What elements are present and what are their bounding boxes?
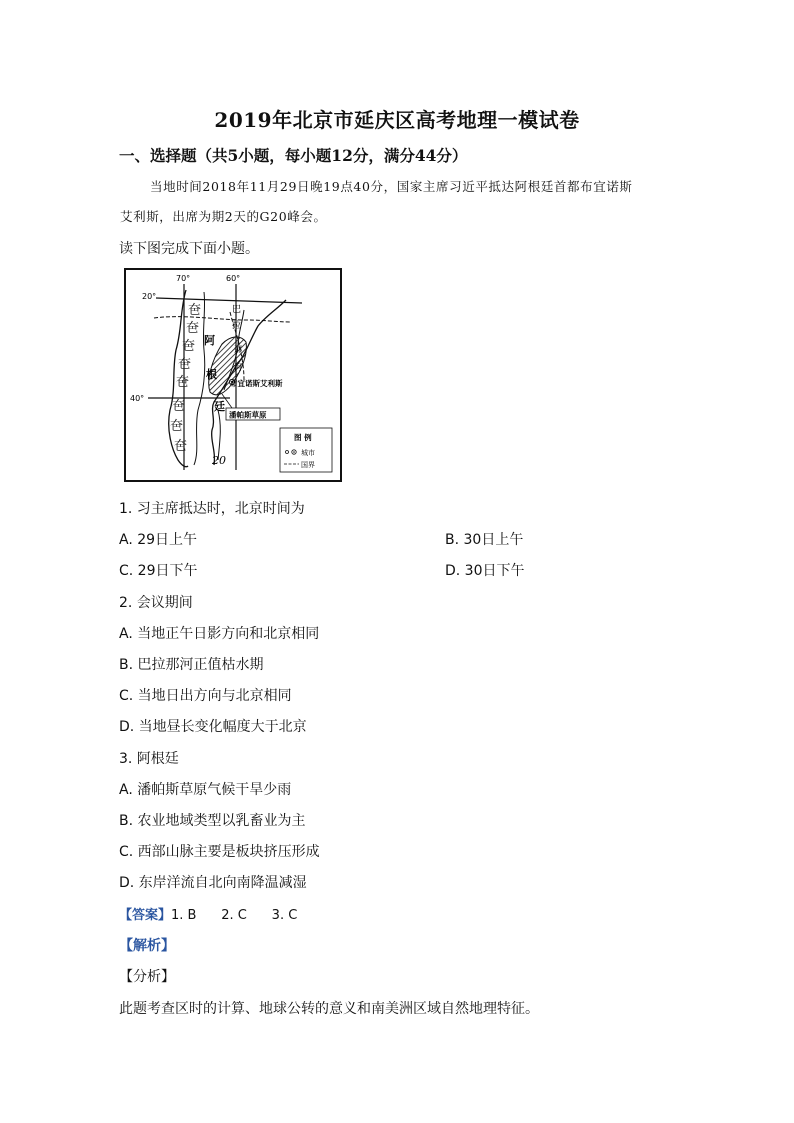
svg-text:夿: 夿 bbox=[178, 357, 192, 372]
svg-text:夿: 夿 bbox=[182, 339, 196, 354]
analysis-label: 【解析】 bbox=[119, 938, 175, 954]
passage-line-1: 当地时间2018年11月29日晚19点40分，国家主席习近平抵达阿根廷首都布宜诺斯 bbox=[150, 179, 633, 194]
answer-values: 1. B 2. C 3. C bbox=[171, 908, 298, 923]
question-1-option-b: B. 30日上午 bbox=[445, 532, 524, 548]
question-1-option-c: C. 29日下午 bbox=[119, 563, 198, 579]
label-gen: 根 bbox=[206, 368, 217, 381]
svg-text:夿: 夿 bbox=[170, 419, 184, 434]
question-1-option-a: A. 29日上午 bbox=[119, 532, 198, 548]
label-la: 拉 bbox=[232, 321, 242, 331]
question-1-option-d: D. 30日下午 bbox=[445, 563, 525, 579]
question-3-stem: 3. 阿根廷 bbox=[119, 751, 179, 767]
lon-label-70: 70° bbox=[176, 274, 191, 283]
question-3-option-b: B. 农业地域类型以乳畜业为主 bbox=[119, 813, 306, 829]
question-2-option-c: C. 当地日出方向与北京相同 bbox=[119, 688, 292, 704]
answer-label: 【答案】 bbox=[119, 908, 172, 923]
page-title: 2019年北京市延庆区高考地理一模试卷 bbox=[214, 108, 580, 132]
lat-label-40: 40° bbox=[130, 394, 145, 403]
section-heading: 一、选择题（共5小题，每小题12分，满分44分） bbox=[119, 146, 468, 165]
svg-text:夿: 夿 bbox=[174, 439, 188, 454]
label-ba: 巴 bbox=[232, 305, 242, 315]
label-a: 阿 bbox=[204, 334, 215, 347]
lat-label-20: 20° bbox=[142, 292, 157, 301]
question-1-stem: 1. 习主席抵达时，北京时间为 bbox=[119, 501, 305, 517]
legend-title: 图 例 bbox=[294, 433, 312, 442]
label-na: 那 bbox=[234, 345, 242, 354]
svg-text:夿: 夿 bbox=[186, 321, 200, 336]
answer-line bbox=[119, 904, 297, 923]
svg-text:夿: 夿 bbox=[188, 303, 202, 318]
question-3-option-a: A. 潘帕斯草原气候干旱少雨 bbox=[119, 782, 292, 798]
question-2-option-b: B. 巴拉那河正值枯水期 bbox=[119, 657, 264, 673]
fenxi-text: 此题考查区时的计算、地球公转的意义和南美洲区域自然地理特征。 bbox=[119, 1001, 539, 1017]
map-drawing bbox=[126, 270, 340, 480]
question-2-stem: 2. 会议期间 bbox=[119, 595, 193, 611]
legend-city: 城市 bbox=[301, 449, 315, 457]
question-2-option-d: D. 当地昼长变化幅度大于北京 bbox=[119, 719, 307, 735]
question-3-option-d: D. 东岸洋流自北向南降温减湿 bbox=[119, 875, 307, 891]
border-north bbox=[154, 317, 291, 322]
svg-text:夿: 夿 bbox=[172, 399, 186, 414]
lon-label-60: 60° bbox=[226, 274, 241, 283]
label-ting: 廷 bbox=[214, 400, 225, 413]
argentina-map bbox=[124, 268, 342, 482]
south-river bbox=[218, 410, 220, 460]
question-2-option-a: A. 当地正午日影方向和北京相同 bbox=[119, 626, 320, 642]
river-marker: 20 bbox=[212, 454, 226, 467]
parallel-20 bbox=[156, 298, 302, 303]
instruction-text: 读下图完成下面小题。 bbox=[119, 241, 259, 257]
pampas-label: 潘帕斯草原 bbox=[229, 410, 267, 420]
label-he: 河 bbox=[234, 363, 242, 372]
question-3-option-c: C. 西部山脉主要是板块挤压形成 bbox=[119, 844, 320, 860]
legend-border: 国界 bbox=[301, 461, 315, 469]
passage-line-2: 艾利斯，出席为期2天的G20峰会。 bbox=[120, 209, 327, 224]
city-label: 布宜诺斯艾利斯 bbox=[230, 379, 283, 388]
fenxi-label: 【分析】 bbox=[119, 969, 175, 985]
svg-text:夿: 夿 bbox=[176, 375, 190, 390]
